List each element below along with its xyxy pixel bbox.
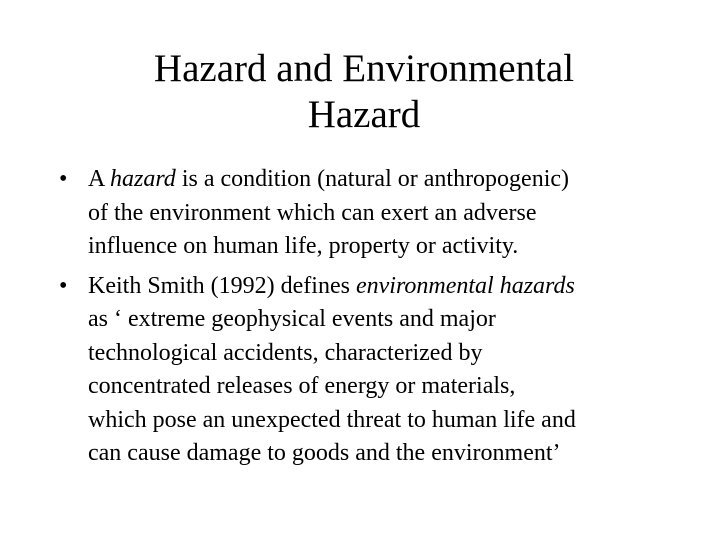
bullet-1-line-2: of the environment which can exert an adverse	[88, 199, 537, 226]
bullet-2-line-6: can cause damage to goods and the environment’	[88, 440, 561, 466]
term-hazard: hazard	[110, 166, 176, 192]
bullet-2-line-4: concentrated releases of energy or materials,	[88, 373, 516, 399]
bullet-1-line-1: A hazard is a condition (natural or anthropogenic)	[88, 166, 570, 192]
bullet-smith-definition	[0, 270, 728, 471]
term-environmental-hazards: environmental hazards	[355, 272, 575, 299]
bullet-list	[0, 163, 728, 477]
title-line-2: Hazard	[307, 93, 421, 136]
title-line-1: Hazard and Environmental	[153, 47, 575, 90]
bullet-hazard-definition	[0, 163, 728, 264]
bullet-2-line-1: Keith Smith (1992) defines environmental hazards	[88, 272, 575, 299]
bullet-marker: •	[59, 166, 68, 192]
slide-title	[0, 46, 728, 138]
bullet-2-line-5: which pose an unexpected threat to human life and	[88, 406, 576, 433]
bullet-2-line-3: technological accidents, characterized by	[88, 339, 483, 366]
bullet-1-line-3: influence on human life, property or activity.	[88, 233, 519, 259]
bullet-2-line-2: as ‘ extreme geophysical events and major	[88, 306, 496, 332]
bullet-marker: •	[59, 272, 68, 299]
